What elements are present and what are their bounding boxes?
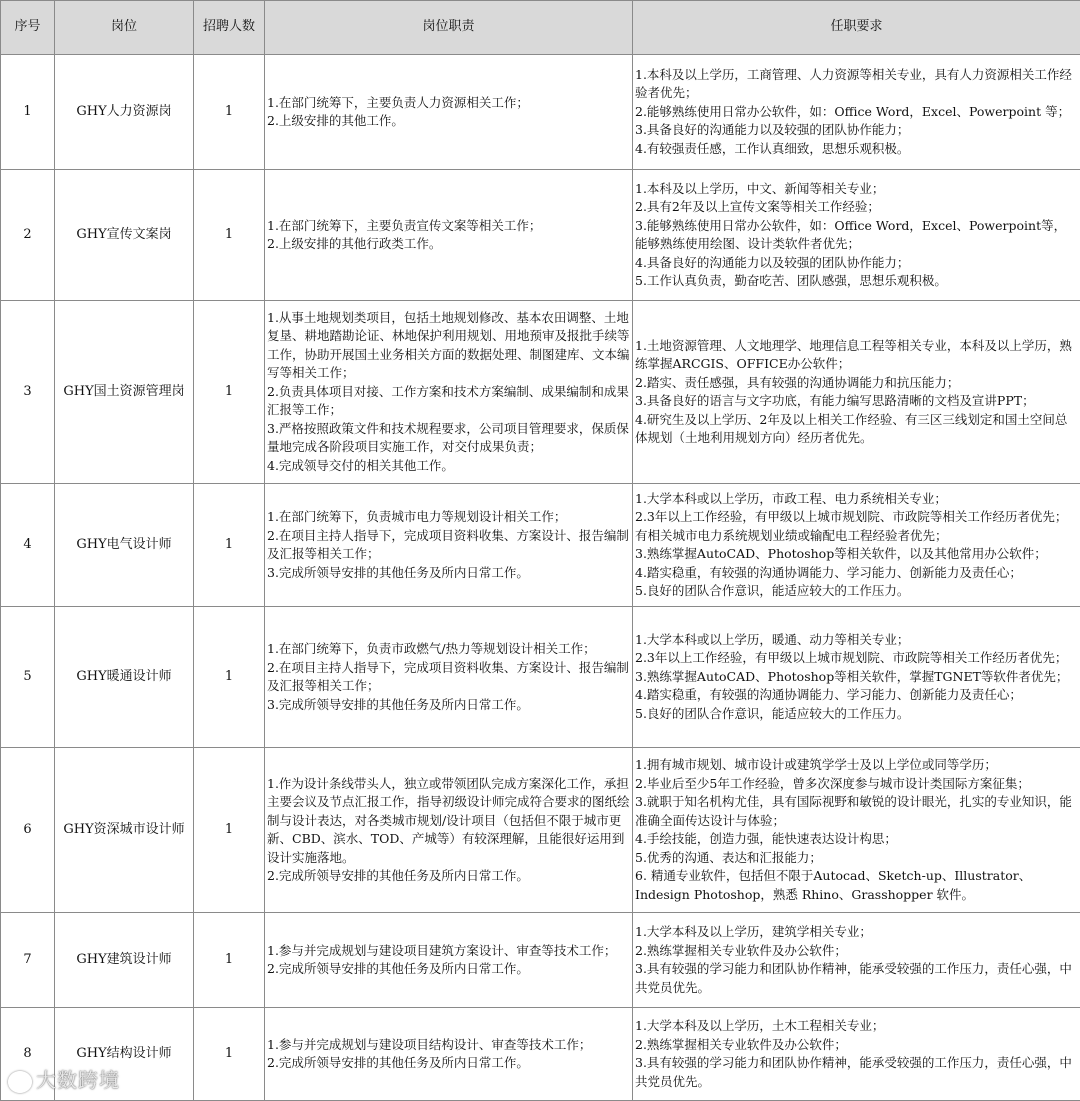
cell-no: 8 xyxy=(1,1008,55,1101)
cell-position: GHY建筑设计师 xyxy=(55,913,194,1008)
cell-duties xyxy=(265,170,633,301)
cell-duties xyxy=(265,1008,633,1101)
requirement-line: 2.熟练掌握相关专业软件及办公软件； xyxy=(635,942,1078,961)
requirement-line: 5.良好的团队合作意识，能适应较大的工作压力。 xyxy=(635,705,1078,724)
requirement-line: 1.大学本科或以上学历，市政工程、电力系统相关专业； xyxy=(635,490,1078,509)
table-header-row xyxy=(1,1,1080,55)
cell-duties xyxy=(265,55,633,170)
requirement-line: 3.能够熟练使用日常办公软件，如：Office Word，Excel、Powerpoint等，能够熟练使用绘图、设计类软件者优先； xyxy=(635,217,1078,254)
cell-requirements xyxy=(633,55,1080,170)
cell-count: 1 xyxy=(194,55,265,170)
requirement-line: 2.3年以上工作经验，有甲级以上城市规划院、市政院等相关工作经历者优先；有相关城市电力系统规划业绩或输配电工程经验者优先； xyxy=(635,508,1078,545)
requirement-line: 1.大学本科及以上学历，土木工程相关专业； xyxy=(635,1017,1078,1036)
requirement-line: 3.具备良好的沟通能力以及较强的团队协作能力； xyxy=(635,121,1078,140)
duty-line: 1.从事土地规划类项目，包括土地规划修改、基本农田调整、土地复垦、耕地踏勘论证、林地保护利用规划、用地预审及报批手续等工作，协助开展国土业务相关方面的数据处理、制图建库、文本编写等相关工作； xyxy=(267,309,630,383)
duty-line: 3.完成所领导安排的其他任务及所内日常工作。 xyxy=(267,696,630,715)
cell-count: 1 xyxy=(194,748,265,913)
cell-requirements xyxy=(633,748,1080,913)
header-requirements: 任职要求 xyxy=(633,1,1080,55)
duty-line: 2.在项目主持人指导下，完成项目资料收集、方案设计、报告编制及汇报等相关工作； xyxy=(267,527,630,564)
cell-requirements xyxy=(633,1008,1080,1101)
cell-duties xyxy=(265,301,633,484)
requirement-line: 1.大学本科或以上学历，暖通、动力等相关专业； xyxy=(635,631,1078,650)
header-duties: 岗位职责 xyxy=(265,1,633,55)
requirement-line: 3.具有较强的学习能力和团队协作精神，能承受较强的工作压力，责任心强，中共党员优先。 xyxy=(635,1054,1078,1091)
cell-position: GHY资深城市设计师 xyxy=(55,748,194,913)
requirement-line: 2.踏实、责任感强，具有较强的沟通协调能力和抗压能力； xyxy=(635,374,1078,393)
requirement-line: 2.熟练掌握相关专业软件及办公软件； xyxy=(635,1036,1078,1055)
requirement-line: 4.有较强责任感，工作认真细致，思想乐观积极。 xyxy=(635,140,1078,159)
requirement-line: 3.具备良好的语言与文字功底，有能力编写思路清晰的文档及宣讲PPT； xyxy=(635,392,1078,411)
requirement-line: 4.具备良好的沟通能力以及较强的团队协作能力； xyxy=(635,254,1078,273)
duty-line: 4.完成领导交付的相关其他工作。 xyxy=(267,457,630,476)
duty-line: 1.参与并完成规划与建设项目结构设计、审查等技术工作； xyxy=(267,1036,630,1055)
duty-line: 2.完成所领导安排的其他任务及所内日常工作。 xyxy=(267,960,630,979)
requirement-line: 4.手绘技能，创造力强，能快速表达设计构思； xyxy=(635,830,1078,849)
duty-line: 1.在部门统筹下，主要负责宣传文案等相关工作； xyxy=(267,217,630,236)
cell-requirements xyxy=(633,607,1080,748)
cell-requirements xyxy=(633,913,1080,1008)
watermark-logo-icon xyxy=(8,1071,32,1093)
requirement-line: 2.具有2年及以上宣传文案等相关工作经验； xyxy=(635,198,1078,217)
table-row xyxy=(1,1008,1080,1101)
requirement-line: 2.3年以上工作经验，有甲级以上城市规划院、市政院等相关工作经历者优先； xyxy=(635,649,1078,668)
watermark xyxy=(8,1064,120,1093)
requirement-line: 3.熟练掌握AutoCAD、Photoshop等相关软件，掌握TGNET等软件者优先； xyxy=(635,668,1078,687)
cell-duties xyxy=(265,607,633,748)
cell-position: GHY宣传文案岗 xyxy=(55,170,194,301)
cell-duties xyxy=(265,913,633,1008)
requirement-line: 1.大学本科及以上学历，建筑学相关专业； xyxy=(635,923,1078,942)
cell-requirements xyxy=(633,170,1080,301)
requirement-line: 3.就职于知名机构尤佳，具有国际视野和敏锐的设计眼光，扎实的专业知识，能准确全面传达设计与体验； xyxy=(635,793,1078,830)
requirement-line: 4.研究生及以上学历、2年及以上相关工作经验、有三区三线划定和国土空间总体规划（土地利用规划方向）经历者优先。 xyxy=(635,411,1078,448)
duty-line: 2.完成所领导安排的其他任务及所内日常工作。 xyxy=(267,1054,630,1073)
duty-line: 2.负责具体项目对接、工作方案和技术方案编制、成果编制和成果汇报等工作； xyxy=(267,383,630,420)
duty-line: 1.在部门统筹下，负责城市电力等规划设计相关工作； xyxy=(267,508,630,527)
header-count: 招聘人数 xyxy=(194,1,265,55)
cell-no: 5 xyxy=(1,607,55,748)
duty-line: 3.完成所领导安排的其他任务及所内日常工作。 xyxy=(267,564,630,583)
watermark-text: 大数跨境 xyxy=(36,1068,120,1092)
cell-no: 6 xyxy=(1,748,55,913)
requirement-line: 2.能够熟练使用日常办公软件，如：Office Word，Excel、Powerpoint 等； xyxy=(635,103,1078,122)
requirement-line: 3.具有较强的学习能力和团队协作精神，能承受较强的工作压力，责任心强，中共党员优先。 xyxy=(635,960,1078,997)
requirement-line: 1.本科及以上学历，工商管理、人力资源等相关专业，具有人力资源相关工作经验者优先； xyxy=(635,66,1078,103)
cell-duties xyxy=(265,748,633,913)
requirement-line: 4.踏实稳重，有较强的沟通协调能力、学习能力、创新能力及责任心； xyxy=(635,686,1078,705)
duty-line: 3.严格按照政策文件和技术规程要求，公司项目管理要求，保质保量地完成各阶段项目实施工作，对交付成果负责； xyxy=(267,420,630,457)
cell-count: 1 xyxy=(194,484,265,607)
requirement-line: 5.工作认真负责，勤奋吃苦、团队感强，思想乐观积极。 xyxy=(635,272,1078,291)
table-row xyxy=(1,607,1080,748)
requirement-line: 2.毕业后至少5年工作经验，曾多次深度参与城市设计类国际方案征集； xyxy=(635,775,1078,794)
cell-position: GHY国土资源管理岗 xyxy=(55,301,194,484)
table-row xyxy=(1,170,1080,301)
requirement-line: 1.土地资源管理、人文地理学、地理信息工程等相关专业，本科及以上学历，熟练掌握ARCGIS、OFFICE办公软件； xyxy=(635,337,1078,374)
requirement-line: 4.踏实稳重，有较强的沟通协调能力、学习能力、创新能力及责任心； xyxy=(635,564,1078,583)
duty-line: 1.作为设计条线带头人，独立或带领团队完成方案深化工作，承担主要会议及节点汇报工作，指导初级设计师完成符合要求的图纸绘制与设计表达，对各类城市规划/设计项目（包括但不限于城市更新、CBD、滨水、TOD、产城等）有较深理解，且能很好运用到设计实施落地。 xyxy=(267,775,630,868)
cell-count: 1 xyxy=(194,607,265,748)
duty-line: 2.上级安排的其他工作。 xyxy=(267,112,630,131)
cell-no: 1 xyxy=(1,55,55,170)
table-row xyxy=(1,748,1080,913)
cell-position: GHY结构设计师 xyxy=(55,1008,194,1101)
duty-line: 2.上级安排的其他行政类工作。 xyxy=(267,235,630,254)
table-body xyxy=(1,55,1080,1101)
table-row xyxy=(1,484,1080,607)
duty-line: 1.在部门统筹下，负责市政燃气/热力等规划设计相关工作； xyxy=(267,640,630,659)
requirement-line: 1.拥有城市规划、城市设计或建筑学学士及以上学位或同等学历； xyxy=(635,756,1078,775)
cell-duties xyxy=(265,484,633,607)
cell-no: 4 xyxy=(1,484,55,607)
duty-line: 2.在项目主持人指导下，完成项目资料收集、方案设计、报告编制及汇报等相关工作； xyxy=(267,659,630,696)
cell-count: 1 xyxy=(194,913,265,1008)
duty-line: 2.完成所领导安排的其他任务及所内日常工作。 xyxy=(267,867,630,886)
requirement-line: 5.良好的团队合作意识，能适应较大的工作压力。 xyxy=(635,582,1078,601)
cell-no: 3 xyxy=(1,301,55,484)
requirement-line: 3.熟练掌握AutoCAD、Photoshop等相关软件，以及其他常用办公软件； xyxy=(635,545,1078,564)
requirement-line: 5.优秀的沟通、表达和汇报能力； xyxy=(635,849,1078,868)
cell-count: 1 xyxy=(194,170,265,301)
requirement-line: 1.本科及以上学历，中文、新闻等相关专业； xyxy=(635,180,1078,199)
cell-requirements xyxy=(633,301,1080,484)
duty-line: 1.参与并完成规划与建设项目建筑方案设计、审查等技术工作； xyxy=(267,942,630,961)
cell-position: GHY暖通设计师 xyxy=(55,607,194,748)
cell-requirements xyxy=(633,484,1080,607)
header-no: 序号 xyxy=(1,1,55,55)
cell-position: GHY电气设计师 xyxy=(55,484,194,607)
cell-count: 1 xyxy=(194,301,265,484)
table-row xyxy=(1,913,1080,1008)
duty-line: 1.在部门统筹下，主要负责人力资源相关工作； xyxy=(267,94,630,113)
cell-no: 7 xyxy=(1,913,55,1008)
header-position: 岗位 xyxy=(55,1,194,55)
cell-no: 2 xyxy=(1,170,55,301)
cell-position: GHY人力资源岗 xyxy=(55,55,194,170)
cell-count: 1 xyxy=(194,1008,265,1101)
table-row xyxy=(1,55,1080,170)
requirement-line: 6. 精通专业软件，包括但不限于Autocad、Sketch-up、Illustrator、Indesign Photoshop，熟悉 Rhino、Grasshopper 软件。 xyxy=(635,867,1078,904)
table-row xyxy=(1,301,1080,484)
